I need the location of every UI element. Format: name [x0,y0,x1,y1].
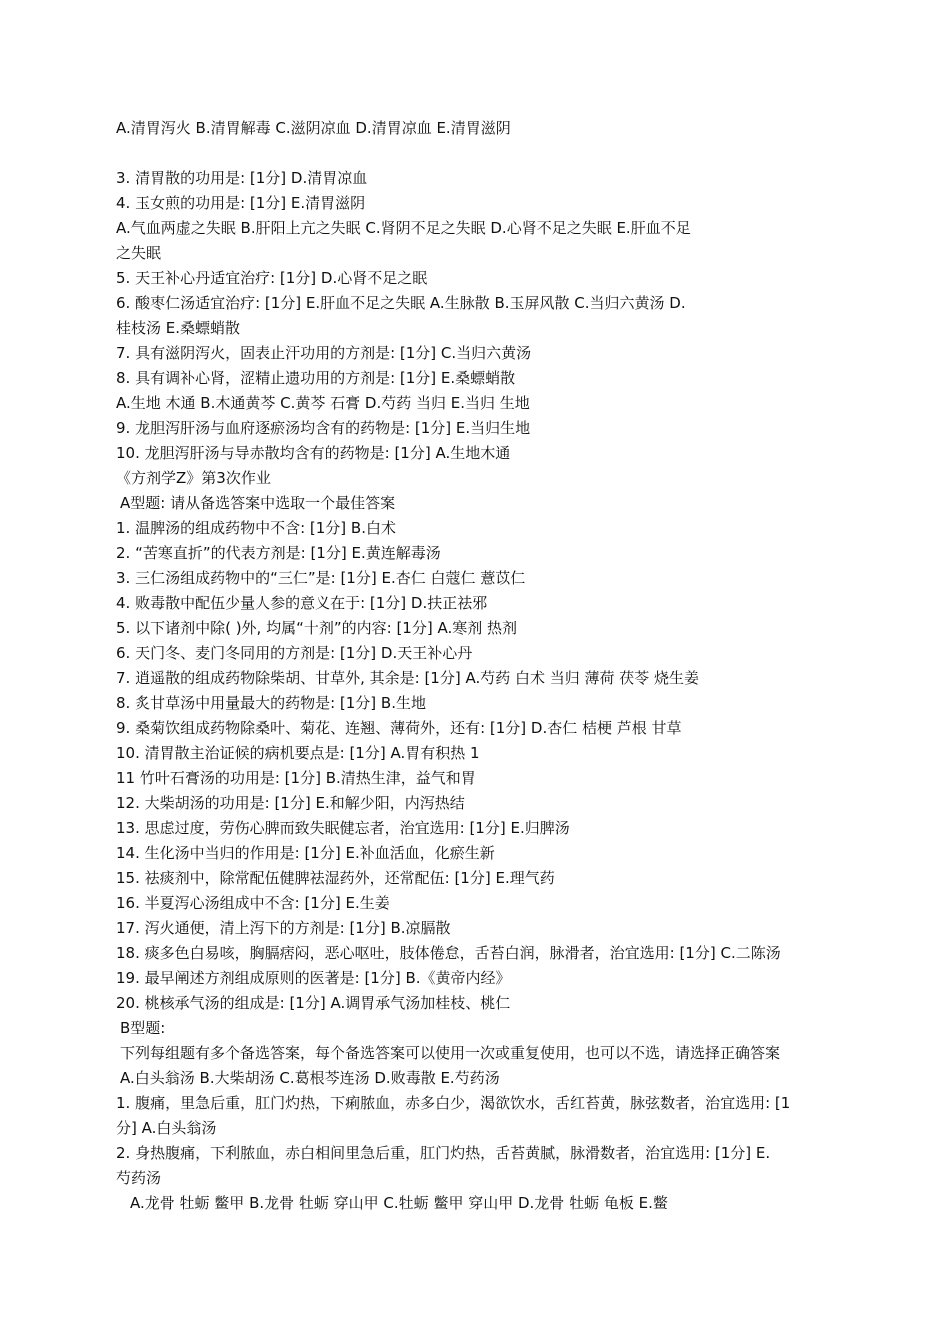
text-line: 11 竹叶石膏汤的功用是: [1分] B.清热生津，益气和胃 [116,769,476,787]
text-line: 5. 以下诸剂中除( )外, 均属“十剂”的内容: [1分] A.寒剂 热剂 [116,619,518,637]
text-line: 桂枝汤 E.桑螵蛸散 [116,319,241,337]
text-line: 15. 祛痰剂中，除常配伍健脾祛湿药外，还常配伍: [1分] E.理气药 [116,869,555,887]
text-line: 1. 温脾汤的组成药物中不含: [1分] B.白术 [116,519,396,537]
text-line: 3. 三仁汤组成药物中的“三仁”是: [1分] E.杏仁 白蔻仁 薏苡仁 [116,569,526,587]
text-line: 9. 桑菊饮组成药物除桑叶、菊花、连翘、薄荷外，还有: [1分] D.杏仁 桔梗 芦根 甘草 [116,719,682,737]
text-line: 1. 腹痛，里急后重，肛门灼热，下痢脓血，赤多白少，渴欲饮水，舌红苔黄，脉弦数者，治宜选用: [1 [116,1094,791,1112]
text-line: 8. 具有调补心肾，涩精止遗功用的方剂是: [1分] E.桑螵蛸散 [116,369,516,387]
section-title: 《方剂学Z》第3次作业 [116,469,271,487]
text-line: 芍药汤 [116,1169,162,1187]
text-line: 5. 天王补心丹适宜治疗: [1分] D.心肾不足之眠 [116,269,428,287]
text-line: 6. 天门冬、麦门冬同用的方剂是: [1分] D.天王补心丹 [116,644,473,662]
text-line: A.生地 木通 B.木通黄芩 C.黄芩 石膏 D.芍药 当归 E.当归 生地 [116,394,530,412]
text-line: 12. 大柴胡汤的功用是: [1分] E.和解少阳，内泻热结 [116,794,465,812]
text-line: 2. 身热腹痛，下利脓血，赤白相间里急后重，肛门灼热，舌苔黄腻，脉滑数者，治宜选用: [1分] E. [116,1144,771,1162]
text-line: 6. 酸枣仁汤适宜治疗: [1分] E.肝血不足之失眠 A.生脉散 B.玉屏风散 C.当归六黄汤 D. [116,294,686,312]
text-line: 9. 龙胆泻肝汤与血府逐瘀汤均含有的药物是: [1分] E.当归生地 [116,419,531,437]
text-line: 7. 逍遥散的组成药物除柴胡、甘草外, 其余是: [1分] A.芍药 白术 当归 薄荷 茯苓 烧生姜 [116,669,700,687]
text-line: 10. 龙胆泻肝汤与导赤散均含有的药物是: [1分] A.生地木通 [116,444,511,462]
text-line: A.白头翁汤 B.大柴胡汤 C.葛根芩连汤 D.败毒散 E.芍药汤 [120,1069,500,1087]
text-line: 17. 泻火通便，清上泻下的方剂是: [1分] B.凉膈散 [116,919,451,937]
section-heading: B型题: [120,1019,166,1037]
text-line: 18. 痰多色白易咳，胸膈痞闷，恶心呕吐，肢体倦怠，舌苔白润，脉滑者，治宜选用: [1分] C.二陈汤 [116,944,781,962]
text-line: 8. 炙甘草汤中用量最大的药物是: [1分] B.生地 [116,694,426,712]
text-line: 4. 败毒散中配伍少量人参的意义在于: [1分] D.扶正祛邪 [116,594,488,612]
text-line: A.清胃泻火 B.清胃解毒 C.滋阴凉血 D.清胃凉血 E.清胃滋阴 [116,119,511,137]
text-line: 分] A.白头翁汤 [116,1119,217,1137]
section-heading: A型题: 请从备选答案中选取一个最佳答案 [120,494,396,512]
text-line: 2. “苦寒直折”的代表方剂是: [1分] E.黄连解毒汤 [116,544,441,562]
text-line: 下列每组题有多个备选答案，每个备选答案可以使用一次或重复使用，也可以不选，请选择正确答案 [120,1044,781,1062]
text-line: A.气血两虚之失眠 B.肝阳上亢之失眠 C.肾阴不足之失眠 D.心肾不足之失眠 E.肝血不足 [116,219,691,237]
text-line: 之失眠 [116,244,162,262]
text-line: 7. 具有滋阴泻火，固表止汗功用的方剂是: [1分] C.当归六黄汤 [116,344,532,362]
text-line: 4. 玉女煎的功用是: [1分] E.清胃滋阴 [116,194,366,212]
text-line: 16. 半夏泻心汤组成中不含: [1分] E.生姜 [116,894,390,912]
text-line: 3. 清胃散的功用是: [1分] D.清胃凉血 [116,169,368,187]
text-line: 20. 桃核承气汤的组成是: [1分] A.调胃承气汤加桂枝、桃仁 [116,994,511,1012]
text-line: 10. 清胃散主治证候的病机要点是: [1分] A.胃有积热 1 [116,744,480,762]
text-line: 14. 生化汤中当归的作用是: [1分] E.补血活血，化瘀生新 [116,844,495,862]
text-line: A.龙骨 牡蛎 鳖甲 B.龙骨 牡蛎 穿山甲 C.牡蛎 鳖甲 穿山甲 D.龙骨 牡蛎 龟板 E.鳖 [130,1194,668,1212]
text-line: 13. 思虑过度，劳伤心脾而致失眠健忘者，治宜选用: [1分] E.归脾汤 [116,819,570,837]
text-line: 19. 最早阐述方剂组成原则的医著是: [1分] B.《黄帝内经》 [116,969,511,987]
